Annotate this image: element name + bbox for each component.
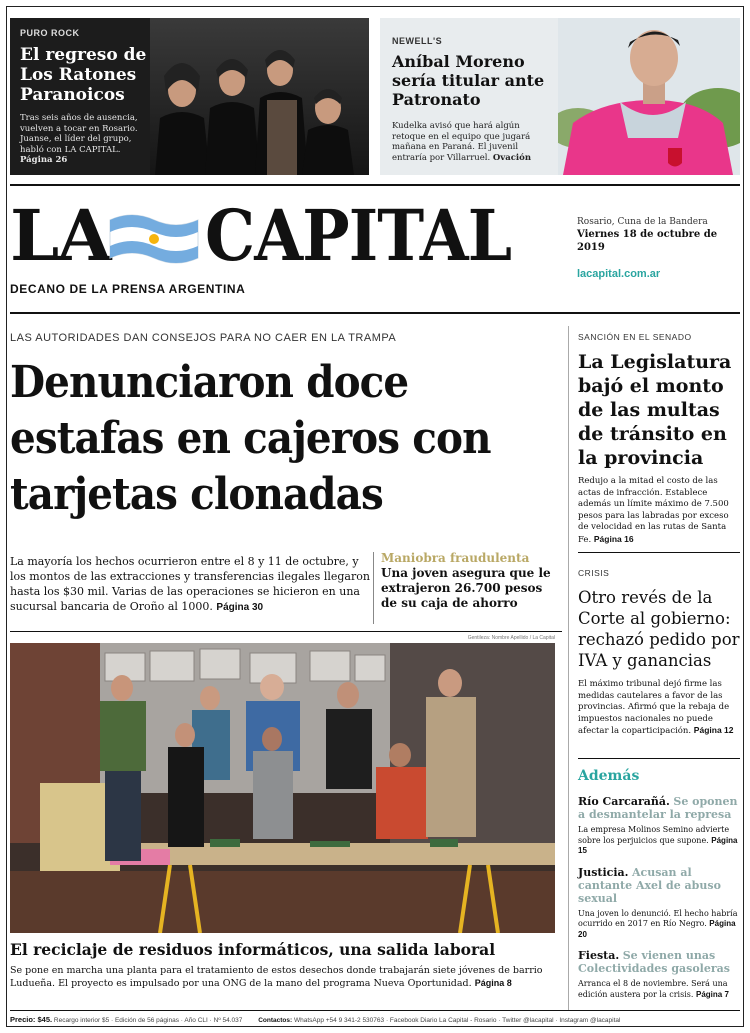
promo-left-title: El regreso de Los Ratones Paranoicos [20,45,147,105]
lead-side-text: Una joven asegura que le extrajeron 26.700 pesos de su caja de ahorro [381,566,551,610]
footer-price: Precio: $45. [10,1015,53,1024]
lead-page: Página 30 [216,602,264,613]
promo-right-body-wrap [392,121,554,163]
footer-contacts: WhatsApp +54 9 341-2 530763 · Facebook Diario La Capital - Rosario · Twitter @lacapital · Instagram @lacapital [293,1017,621,1024]
promo-left-source: LA CAPITAL. [64,144,121,155]
photo-story-headline[interactable]: El reciclaje de residuos informáticos, una salida laboral [10,940,496,959]
masthead-name-2: CAPITAL [205,194,512,277]
promo-left-kicker: PURO ROCK [20,28,80,38]
photo-story-page: Página 8 [474,978,512,988]
masthead-tagline: DECANO DE LA PRENSA ARGENTINA [10,282,246,296]
promo-right-body: Kudelka avisó que hará algún retoque en el equipo que jugará mañana en Paraná. El juvenil entraría por Villarruel. [392,121,531,163]
footer [10,1015,740,1025]
right-story-1-body-wrap [578,476,740,546]
lead-headline[interactable]: Denunciaron doce estafas en cajeros con tarjetas clonadas [10,357,491,520]
ademas-box [578,765,740,1000]
masthead-website[interactable]: lacapital.com.ar [577,268,661,280]
lead-kicker: LAS AUTORIDADES DAN CONSEJOS PARA NO CAER EN LA TRAMPA [10,332,397,344]
footer-price-detail: Recargo interior $5 · Edición de 56 páginas · Año CLI · Nº 54.037 [53,1017,243,1024]
right-story-2-body: El máximo tribunal dejó firme las medidas cautelares a favor de las provincias. Afirmó que la rebaja de impuestos nacionales no puede afectar la coparticipación. [578,679,730,736]
right-column-divider [568,326,569,1010]
ademas-item-1-body: La empresa Molinos Semino advierte sobre los perjuicios que supone. [578,825,730,845]
ademas-item-1-rest: Se oponen a desmantelar la represa [578,795,738,821]
ademas-item-2-page: Página 20 [578,919,736,939]
promo-left[interactable] [10,18,369,175]
lead-body-wrap [10,554,372,615]
promo-right-page: Ovación [492,152,532,163]
masthead-name-1: LA [10,194,110,277]
right-story-1-headline: La Legislatura bajó el monto de las multas de tránsito en la provincia [578,351,732,469]
ademas-item-3-lead: Fiesta. [578,949,620,962]
recycling-photo [10,643,555,933]
right-story-1-kicker: SANCIÓN EN EL SENADO [578,332,692,342]
photo-story-body-wrap [10,965,555,990]
ademas-item-3-rest: Se vienen unas Colectividades gasoleras [578,949,730,975]
masthead-date: Viernes 18 de octubre de 2019 [577,229,718,253]
player-photo [558,18,740,175]
lead-body: La mayoría los hechos ocurrieron entre el 8 y 11 de octubre, y los montos de las extracciones y transferencias ilegales llegaron hasta los $30 mil. Varias de las operaciones se hicieron en una sucursal bancaria de Oroño al 1000. [10,555,370,613]
ademas-item-1[interactable] [578,795,740,857]
ademas-item-1-page: Página 15 [578,835,738,855]
ademas-item-2-body: Una joven lo denunció. El hecho habría ocurrido en 2017 en Río Negro. [578,908,738,928]
right-story-1[interactable] [578,332,740,546]
ademas-item-3-body: Arranca el 8 de noviembre. Será una edición austera por la crisis. [578,979,728,999]
ademas-item-3[interactable] [578,949,740,1000]
photo-credit: Gentileza: Nombre Apellido / La Capital [467,635,555,641]
photo-story-body: Se pone en marcha una planta para el tratamiento de estos desechos donde trabajarán siete jóvenes de barrio Ludueña. El proyecto es impulsado por una ONG de la mano del programa Nueva Oportunidad. [10,965,543,989]
promo-left-body-wrap [20,113,150,166]
masthead-rule [10,312,740,314]
right-story-2-kicker: CRISIS [578,568,610,578]
right-story-2[interactable] [578,568,740,738]
masthead[interactable] [10,194,570,296]
ademas-item-2[interactable] [578,866,740,941]
ademas-item-3-page: Página 7 [695,989,729,999]
lead-rule [10,631,562,632]
band-photo [150,18,369,175]
footer-rule [10,1010,740,1011]
promo-right-title: Aníbal Moreno sería titular ante Patronato [392,52,545,109]
footer-contacts-label: Contactos: [258,1017,293,1024]
ademas-item-2-rest: Acusan al cantante Axel de abuso sexual [578,865,721,905]
ademas-item-1-lead: Río Carcarañá. [578,795,670,808]
top-rule [10,184,740,186]
lead-side-kicker: Maniobra fraudulenta [381,551,530,565]
right-story-1-body: Redujo a la mitad el costo de las actas de infracción. Establece además un límite máximo de 7.500 pesos para las labradas por exceso de velocidad en las rutas de Santa Fe. [578,476,729,545]
ademas-item-2-lead: Justicia. [578,865,629,879]
right-rule-1 [578,552,740,553]
masthead-city: Rosario, Cuna de la Bandera [577,217,708,227]
promo-right-kicker: NEWELL'S [392,36,443,46]
argentina-flag-icon [102,210,202,268]
right-story-2-page: Página 12 [693,725,734,735]
right-story-2-headline: Otro revés de la Corte al gobierno: rechazó pedido por IVA y ganancias [578,588,740,670]
ademas-title: Además [578,768,640,784]
promo-left-page: Página 26 [20,155,68,165]
right-story-1-page: Página 16 [593,533,634,544]
masthead-meta [577,217,742,280]
lead-divider [373,552,374,624]
promo-right[interactable] [380,18,740,175]
lead-side[interactable] [381,551,561,611]
right-story-2-body-wrap [578,679,740,738]
promo-left-body: Tras seis años de ausencia, vuelven a tocar en Rosario. Juanse, el líder del grupo, habló con [20,113,138,155]
right-rule-2 [578,758,740,759]
